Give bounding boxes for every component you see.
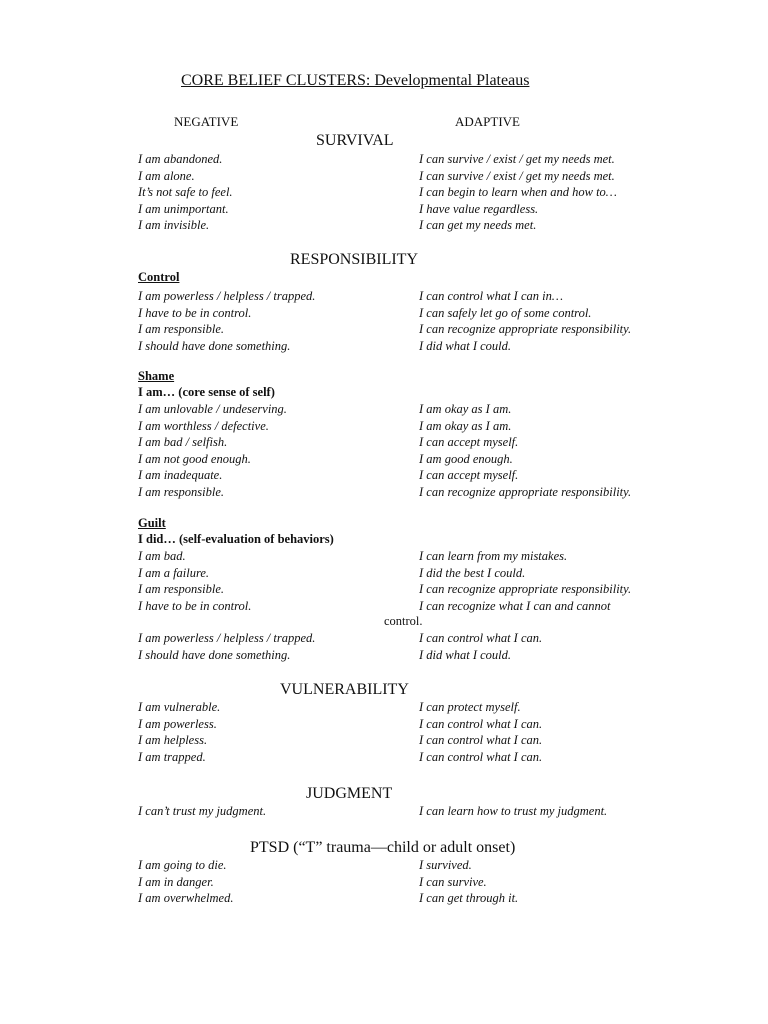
negative-belief: I am invisible. bbox=[138, 218, 210, 232]
section-heading-vulnerability: VULNERABILITY bbox=[280, 681, 409, 698]
adaptive-belief: I can recognize what I can and cannot bbox=[419, 598, 611, 613]
subheading-guilt: Guilt bbox=[138, 516, 166, 530]
page-title: CORE BELIEF CLUSTERS: Developmental Plateaus bbox=[181, 72, 530, 89]
adaptive-belief: I did what I could. bbox=[419, 338, 512, 353]
adaptive-belief: I can recognize appropriate responsibility. bbox=[419, 582, 632, 596]
negative-belief: I am trapped. bbox=[138, 749, 206, 764]
adaptive-belief: I can begin to learn when and how to… bbox=[419, 185, 617, 199]
adaptive-belief: I can recognize appropriate responsibility. bbox=[419, 484, 632, 499]
shame-sublabel: I am… (core sense of self) bbox=[138, 385, 275, 399]
negative-belief: I am powerless / helpless / trapped. bbox=[138, 289, 316, 303]
adaptive-belief: I have value regardless. bbox=[419, 201, 539, 216]
adaptive-belief: I can protect myself. bbox=[419, 700, 521, 714]
adaptive-belief: I can get my needs met. bbox=[419, 218, 537, 232]
section-heading-judgment: JUDGMENT bbox=[306, 785, 393, 802]
adaptive-belief: I am okay as I am. bbox=[419, 402, 512, 416]
negative-belief: I am bad. bbox=[138, 549, 186, 563]
subheading-control: Control bbox=[138, 270, 180, 284]
section-heading-responsibility: RESPONSIBILITY bbox=[290, 251, 419, 268]
section-heading-ptsd: PTSD (“T” trauma—child or adult onset) bbox=[250, 839, 516, 856]
negative-belief: I am helpless. bbox=[138, 733, 208, 747]
negative-belief: I am responsible. bbox=[138, 322, 224, 336]
negative-belief: I have to be in control. bbox=[138, 598, 252, 613]
adaptive-belief: I can control what I can in… bbox=[419, 289, 563, 303]
negative-belief: I am going to die. bbox=[138, 858, 227, 872]
adaptive-belief: I am okay as I am. bbox=[419, 418, 512, 433]
negative-belief: I am abandoned. bbox=[138, 152, 223, 166]
negative-belief: I am bad / selfish. bbox=[138, 435, 228, 449]
negative-belief: I am responsible. bbox=[138, 582, 224, 596]
negative-belief: I am in danger. bbox=[138, 874, 214, 889]
adaptive-belief: I can accept myself. bbox=[419, 435, 519, 449]
adaptive-belief: I can get through it. bbox=[419, 891, 519, 905]
section-heading-survival: SURVIVAL bbox=[316, 132, 394, 149]
adaptive-column-header: ADAPTIVE bbox=[455, 114, 520, 129]
adaptive-belief: I can learn from my mistakes. bbox=[419, 549, 568, 563]
negative-belief: I am powerless. bbox=[138, 716, 217, 731]
negative-belief: I am unlovable / undeserving. bbox=[138, 402, 287, 416]
negative-belief: It’s not safe to feel. bbox=[138, 185, 233, 199]
negative-belief: I am vulnerable. bbox=[138, 700, 221, 714]
negative-belief: I am worthless / defective. bbox=[138, 418, 269, 433]
negative-belief: I should have done something. bbox=[138, 647, 291, 662]
negative-belief: I am alone. bbox=[138, 168, 195, 183]
guilt-wrap-text: control. bbox=[384, 614, 423, 628]
adaptive-belief: I can control what I can. bbox=[419, 733, 543, 747]
guilt-sublabel: I did… (self-evaluation of behaviors) bbox=[138, 532, 334, 546]
negative-belief: I am powerless / helpless / trapped. bbox=[138, 631, 316, 645]
adaptive-belief: I can learn how to trust my judgment. bbox=[419, 804, 608, 818]
negative-belief: I can’t trust my judgment. bbox=[138, 804, 267, 818]
negative-belief: I am not good enough. bbox=[138, 451, 251, 466]
adaptive-belief: I can control what I can. bbox=[419, 749, 543, 764]
negative-column-header: NEGATIVE bbox=[174, 114, 239, 129]
negative-belief: I am unimportant. bbox=[138, 201, 229, 216]
negative-belief: I have to be in control. bbox=[138, 305, 252, 320]
adaptive-belief: I can survive / exist / get my needs met. bbox=[419, 168, 615, 183]
adaptive-belief: I can control what I can. bbox=[419, 631, 543, 645]
adaptive-belief: I survived. bbox=[419, 858, 472, 872]
adaptive-belief: I did the best I could. bbox=[419, 565, 526, 580]
negative-belief: I am overwhelmed. bbox=[138, 891, 234, 905]
negative-belief: I should have done something. bbox=[138, 338, 291, 353]
adaptive-belief: I can survive. bbox=[419, 874, 487, 889]
adaptive-belief: I can accept myself. bbox=[419, 468, 519, 482]
adaptive-belief: I can control what I can. bbox=[419, 716, 543, 731]
adaptive-belief: I did what I could. bbox=[419, 647, 512, 662]
adaptive-belief: I can recognize appropriate responsibility. bbox=[419, 322, 632, 336]
adaptive-belief: I can safely let go of some control. bbox=[419, 305, 592, 320]
subheading-shame: Shame bbox=[138, 369, 175, 383]
adaptive-belief: I can survive / exist / get my needs met. bbox=[419, 152, 615, 166]
negative-belief: I am a failure. bbox=[138, 565, 210, 580]
adaptive-belief: I am good enough. bbox=[419, 451, 513, 466]
negative-belief: I am responsible. bbox=[138, 484, 224, 499]
negative-belief: I am inadequate. bbox=[138, 468, 223, 482]
